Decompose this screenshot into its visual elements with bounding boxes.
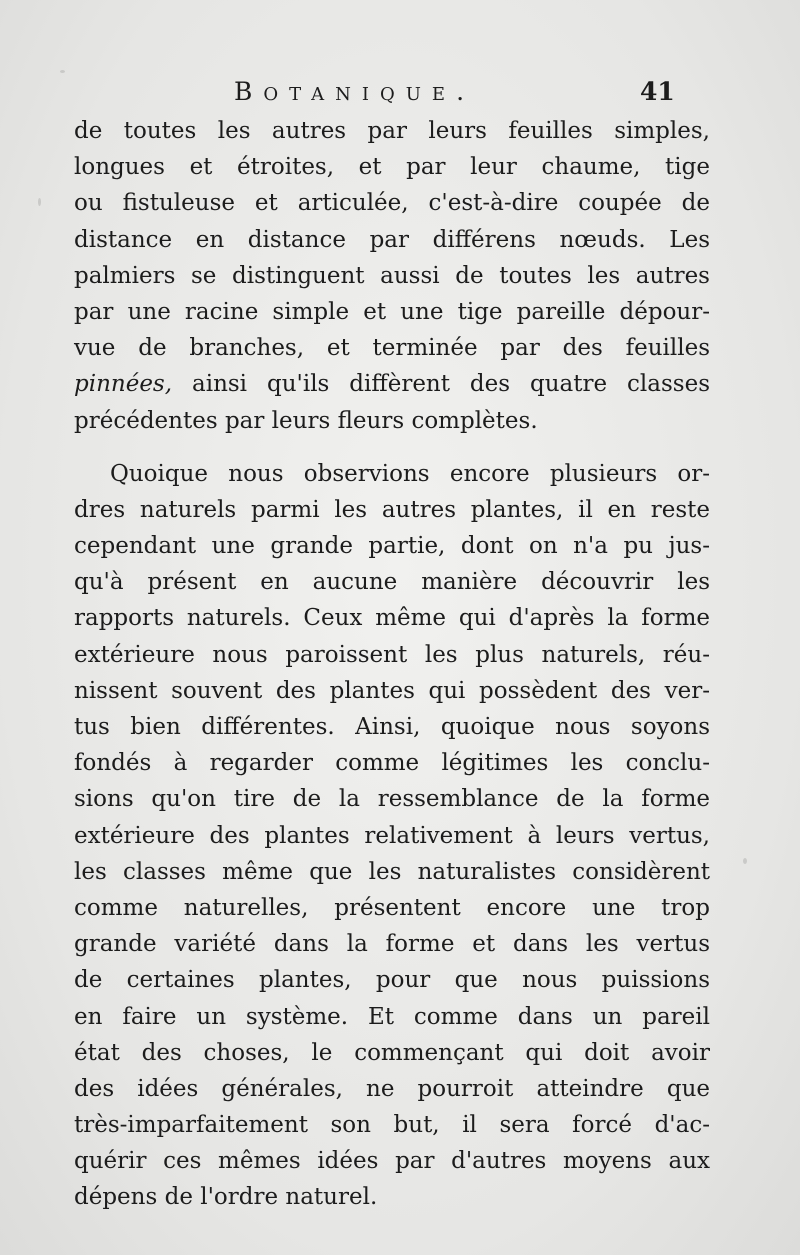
italic-term: pinnées,	[74, 371, 173, 398]
paragraph-2	[74, 456, 710, 1216]
text-line: Quoique nous observions encore plusieurs or-	[110, 460, 710, 487]
text-line: les classes même que les naturalistes considèrent	[74, 858, 710, 885]
text-line: par une racine simple et une tige pareille dépour-	[74, 298, 710, 325]
text-line: des idées générales, ne pourroit atteindre que	[74, 1075, 710, 1102]
text-line: extérieure nous paroissent les plus naturels, réu-	[74, 641, 710, 668]
text-line: longues et étroites, et par leur chaume, tige	[74, 154, 710, 181]
text-line: état des choses, le commençant qui doit avoir	[74, 1039, 710, 1066]
text-line: extérieure des plantes relativement à leurs vertus,	[74, 822, 710, 849]
text-line: comme naturelles, présentent encore une trop	[74, 894, 710, 921]
text-line: qu'à présent en aucune manière découvrir les	[74, 569, 710, 596]
paper-speck	[60, 70, 65, 73]
paper-speck	[38, 198, 41, 206]
text-line: ou fistuleuse et articulée, c'est-à-dire coupée de	[74, 190, 710, 217]
page-header	[0, 76, 800, 108]
text-line: fondés à regarder comme légitimes les conclu-	[74, 750, 710, 777]
text-line: palmiers se distinguent aussi de toutes les autres	[74, 262, 710, 289]
text-line: vue de branches, et terminée par des feuilles	[74, 335, 710, 362]
text-line: cependant une grande partie, dont on n'a pu jus-	[74, 533, 710, 560]
text-line: sions qu'on tire de la ressemblance de la forme	[74, 786, 710, 813]
text-line: de certaines plantes, pour que nous puissions	[74, 967, 710, 994]
text-line-with-italic	[74, 366, 710, 402]
running-title: Botanique.	[234, 77, 476, 106]
text-line: quérir ces mêmes idées par d'autres moyens aux	[74, 1148, 710, 1175]
text-line: tus bien différentes. Ainsi, quoique nous soyons	[74, 714, 710, 740]
text-line: de toutes les autres par leurs feuilles simples,	[74, 118, 710, 144]
paragraph-gap	[74, 439, 710, 456]
paper-speck	[743, 858, 747, 864]
text-line: grande variété dans la forme et dans les vertus	[74, 931, 710, 958]
text-line: rapports naturels. Ceux même qui d'après la forme	[74, 605, 710, 632]
text-line: précédentes par leurs fleurs complètes.	[74, 407, 538, 434]
text-line-rest: ainsi qu'ils diffèrent des quatre classes	[192, 371, 711, 398]
text-line: très-imparfaitement son but, il sera forcé d'ac-	[74, 1112, 710, 1139]
text-line: distance en distance par différens nœuds. Les	[74, 226, 710, 253]
page-number: 41	[640, 77, 675, 106]
text-line: nissent souvent des plantes qui possèdent des ver-	[74, 677, 710, 704]
paragraph-1	[74, 113, 710, 439]
text-line: dres naturels parmi les autres plantes, il en reste	[74, 496, 710, 523]
text-line: dépens de l'ordre naturel.	[74, 1184, 378, 1211]
body-text	[74, 113, 710, 1216]
text-line: en faire un système. Et comme dans un pareil	[74, 1003, 710, 1030]
